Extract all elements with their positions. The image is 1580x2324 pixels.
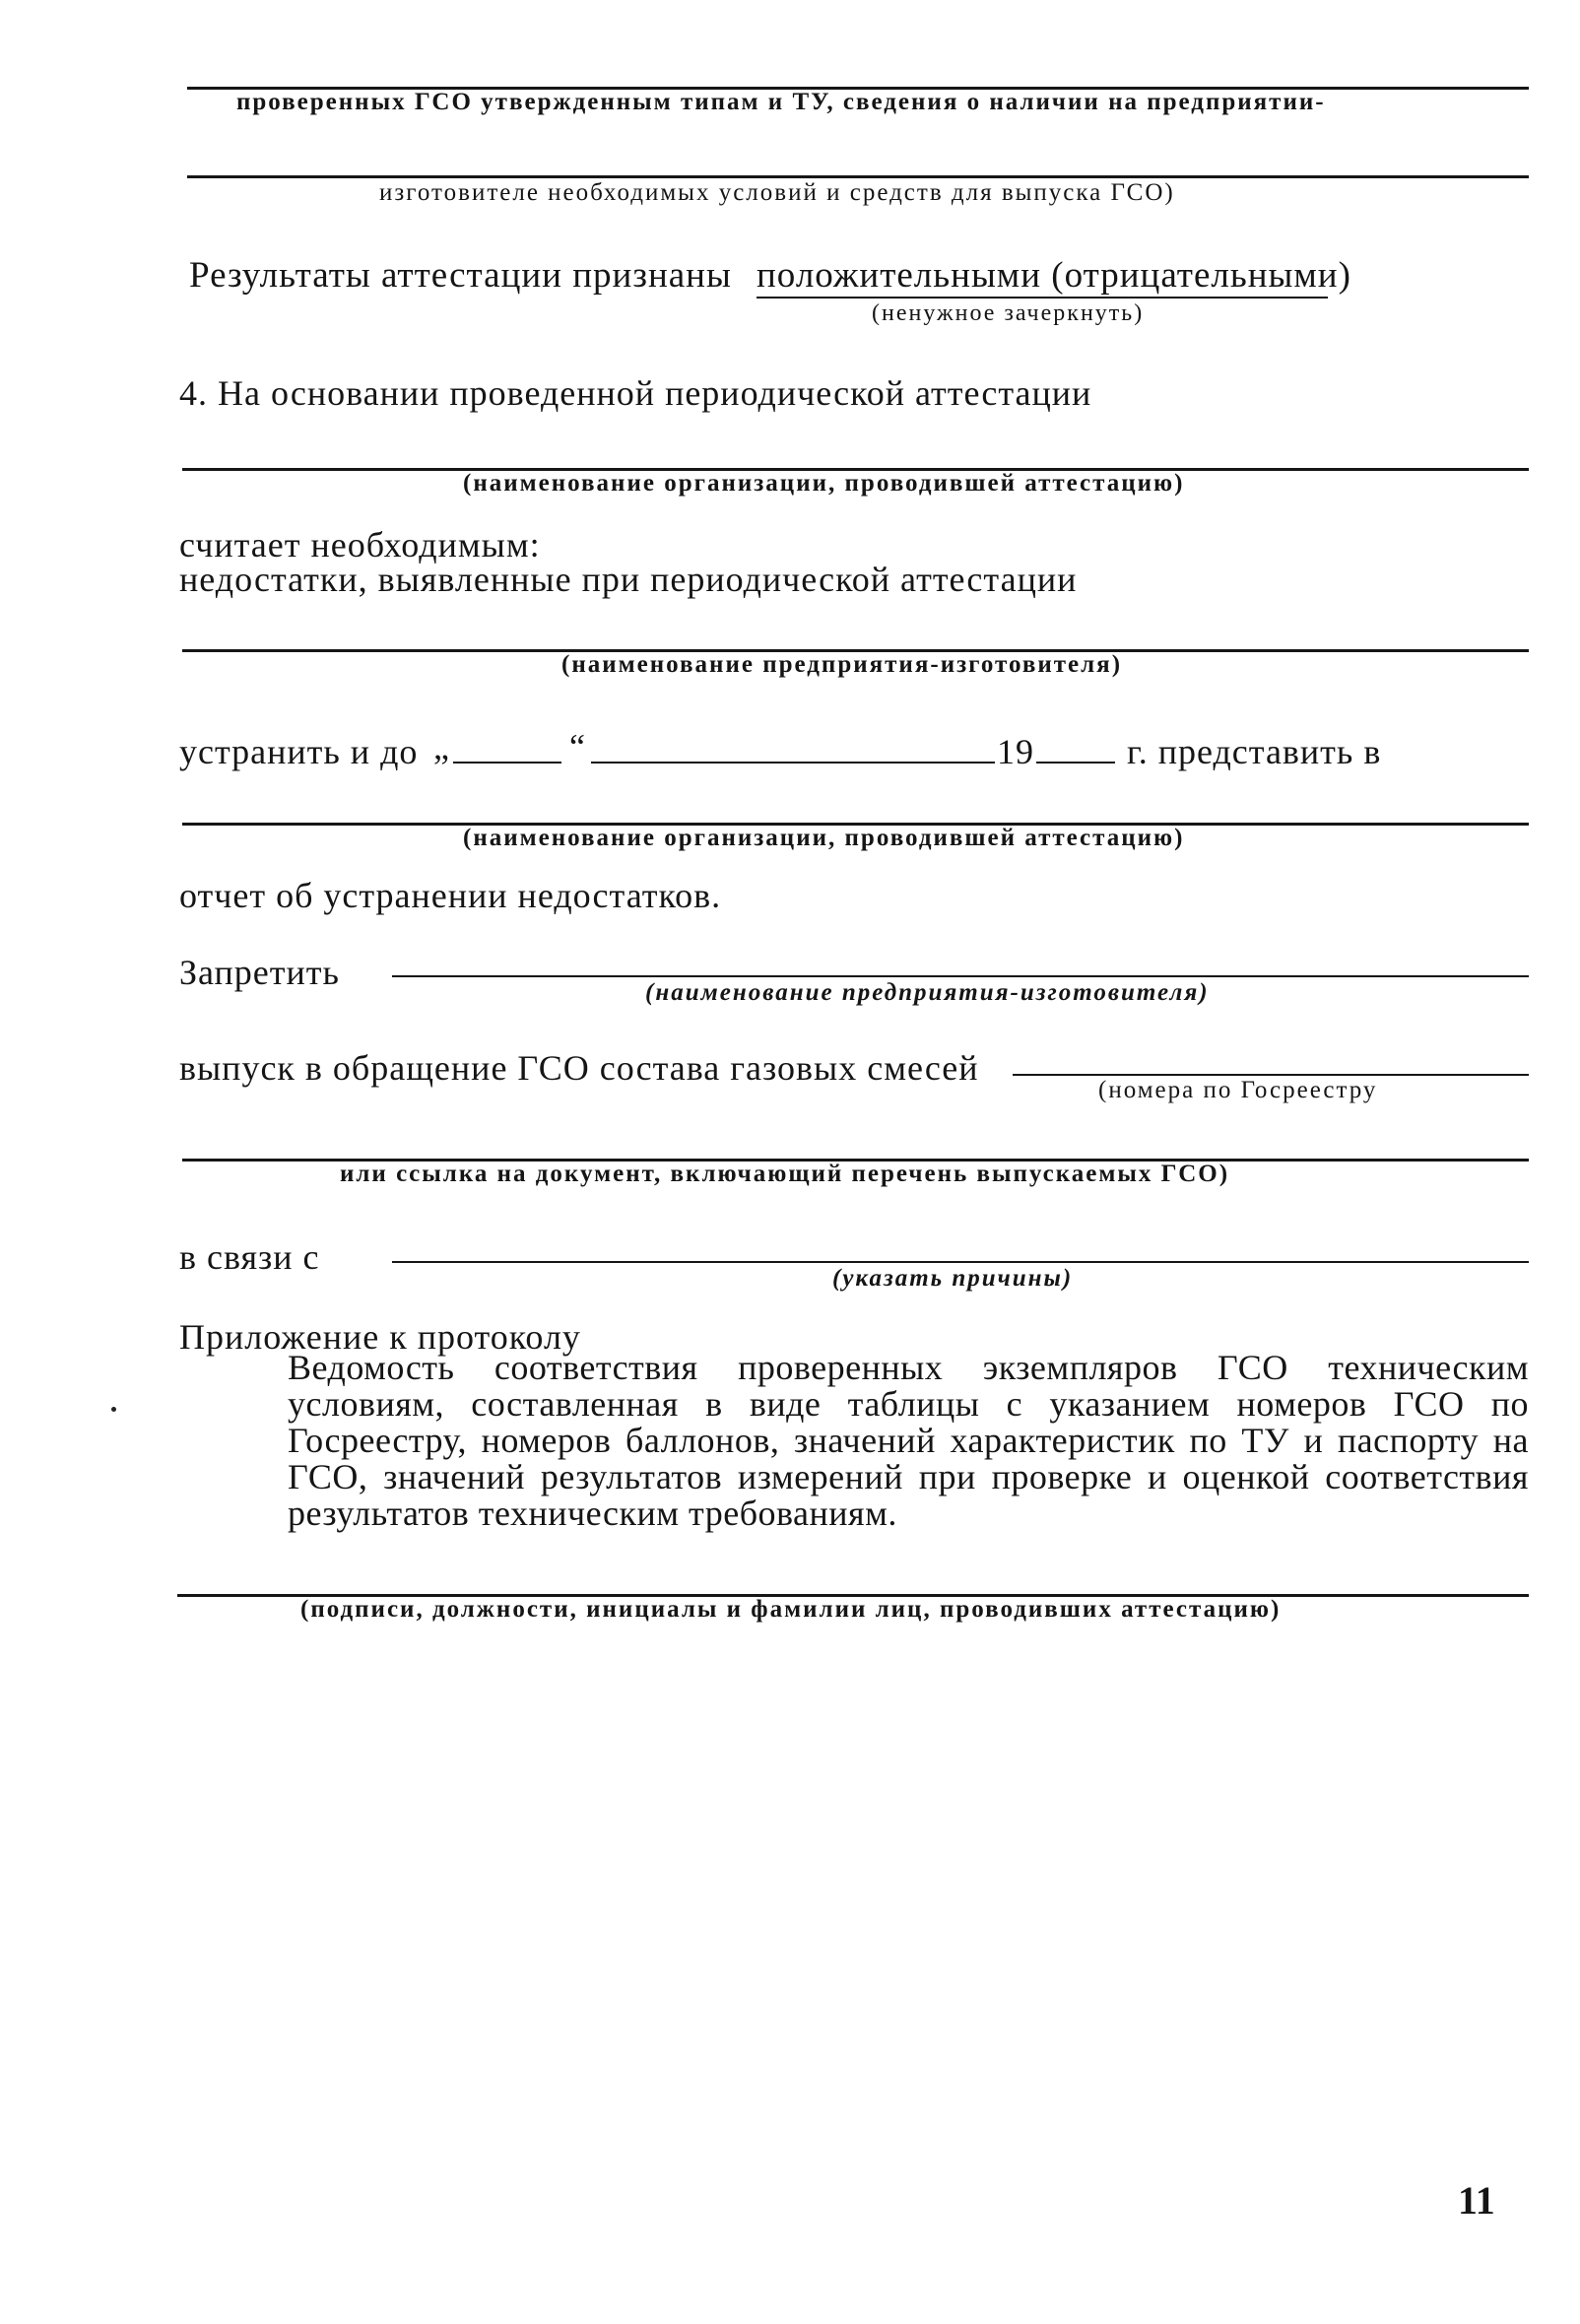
signatures-caption: (подписи, должности, инициалы и фамилии лиц, проводивших аттестацию) bbox=[300, 1596, 1282, 1623]
section4-intro: 4. На основании проведенной периодической аттестации bbox=[179, 373, 1092, 413]
fix-quote-close: “ bbox=[569, 727, 586, 766]
results-options-underline bbox=[757, 297, 1328, 299]
prohibit-reason-rule bbox=[392, 1261, 1529, 1263]
section4-defects: недостатки, выявленные при периодической аттестации bbox=[179, 560, 1078, 599]
section4-report: отчет об устранении недостатков. bbox=[179, 876, 722, 915]
fix-prefix: устранить и до bbox=[179, 732, 419, 771]
header-caption-line-2: изготовителе необходимых условий и средств для выпуска ГСО) bbox=[379, 179, 1175, 206]
prohibit-registry-caption: (номера по Госреестру bbox=[1098, 1077, 1378, 1103]
results-prefix: Результаты аттестации признаны bbox=[189, 255, 732, 296]
prohibit-registry-rule bbox=[1013, 1074, 1529, 1076]
fix-month-blank bbox=[591, 762, 995, 764]
section4-org-caption: (наименование организации, проводившей аттестацию) bbox=[463, 470, 1185, 497]
fix-day-blank bbox=[453, 762, 561, 764]
prohibit-doc-caption: или ссылка на документ, включающий перечень выпускаемых ГСО) bbox=[340, 1161, 1230, 1187]
header-rule-2 bbox=[187, 175, 1529, 178]
fix-suffix: г. представить в bbox=[1127, 732, 1382, 771]
appendix-text: Ведомость соответствия проверенных экземпляров ГСО техническим условиям, составленная в виде таблицы с указанием номеров ГСО по Госреестру, номеров баллонов, значений характеристик по ТУ и паспорту на ГСО, значений результатов измерений при проверке и оценкой соответствия результатов техническим требованиям. bbox=[288, 1348, 1529, 1533]
fix-year-blank bbox=[1036, 762, 1115, 764]
prohibit-maker-caption: (наименование предприятия-изготовителя) bbox=[645, 979, 1210, 1006]
prohibit-reason-label: в связи с bbox=[179, 1237, 320, 1277]
section4-maker-caption: (наименование предприятия-изготовителя) bbox=[561, 651, 1123, 678]
appendix-title: Приложение к протоколу bbox=[179, 1317, 581, 1357]
fix-year-prefix: 19 bbox=[997, 732, 1034, 771]
results-options: положительными (отрицательными) bbox=[757, 255, 1351, 296]
prohibit-release: выпуск в обращение ГСО состава газовых смесей bbox=[179, 1048, 979, 1088]
section4-org-caption-2: (наименование организации, проводившей аттестацию) bbox=[463, 825, 1185, 851]
results-note: (ненужное зачеркнуть) bbox=[872, 300, 1145, 326]
prohibit-maker-rule bbox=[392, 975, 1529, 977]
prohibit-label: Запретить bbox=[179, 953, 340, 992]
fix-quote-open: „ bbox=[433, 727, 450, 766]
stray-dot bbox=[111, 1407, 116, 1412]
section4-considers: считает необходимым: bbox=[179, 525, 541, 564]
header-caption-line-1: проверенных ГСО утвержденным типам и ТУ, сведения о наличии на предприятии- bbox=[236, 89, 1326, 115]
page-number: 11 bbox=[1458, 2178, 1495, 2223]
prohibit-reason-caption: (указать причины) bbox=[832, 1265, 1074, 1292]
